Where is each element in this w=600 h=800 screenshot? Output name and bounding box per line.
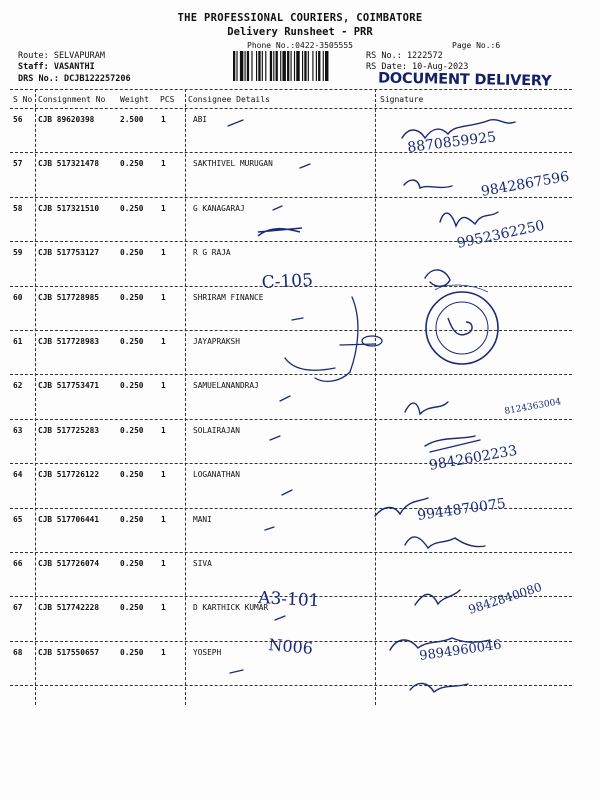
cell-sno: 68 [13,647,23,657]
row-divider [10,197,572,198]
row-divider [10,552,572,553]
page-number: Page No.:6 [452,41,501,50]
cell-sno: 60 [13,292,23,302]
handwritten-phone: 8124363004 [503,397,562,417]
cell-consignee: ABI [193,115,208,124]
cell-consignee: G KANAGARAJ [193,203,245,213]
cell-sno: 67 [13,603,23,613]
cell-consignee: D KARTHICK KUMAR [193,603,269,613]
column-header-consignment: Consignment No [38,95,106,104]
column-header-signature: Signature [380,95,424,104]
cell-consignment-no: CJB 517753127 [38,248,100,258]
cell-consignee: SOLAIRAJAN [193,425,240,435]
handwritten-phone: 9944870075 [416,495,507,524]
cell-pcs: 1 [161,248,166,258]
cell-consignment-no: CJB 517742228 [38,603,100,613]
cell-weight: 0.250 [120,559,144,568]
column-divider [375,89,376,705]
cell-consignee: LOGANATHAN [193,470,240,480]
phone-number: Phone No.:0422-3505555 [247,41,353,50]
document-delivery-stamp: DOCUMENT DELIVERY [377,70,552,90]
row-divider [10,685,572,686]
cell-weight: 2.500 [120,115,144,124]
rs-date: RS Date: 10-Aug-2023 [366,62,469,72]
drs-number: DRS No.: DCJB122257206 [18,74,131,84]
row-divider [10,330,572,331]
column-divider [185,89,186,705]
row-divider [10,463,572,464]
rs-number: RS No.: 1222572 [366,51,443,61]
cell-weight: 0.250 [120,248,144,258]
company-name: THE PROFESSIONAL COURIERS, COIMBATORE [177,12,423,24]
handwritten-phone: 9842840080 [466,579,544,617]
staff-label: Staff: VASANTHI [18,62,95,72]
cell-weight: 0.250 [120,647,144,657]
header-bottom-rule [10,108,572,109]
cell-sno: 61 [13,337,23,346]
row-divider [10,152,572,153]
column-header-sno: S No [13,95,33,104]
handwritten-phone: 8870859925 [406,129,497,156]
cell-sno: 62 [13,381,23,391]
cell-pcs: 1 [161,337,166,346]
cell-pcs: 1 [161,292,166,302]
cell-weight: 0.250 [120,470,144,480]
handwritten-phone: 9894960046 [418,637,503,664]
cell-sno: 63 [13,425,23,435]
barcode [233,51,359,81]
cell-consignment-no: CJB 517725283 [38,425,100,435]
cell-pcs: 1 [161,470,166,480]
cell-weight: 0.250 [120,159,144,169]
cell-weight: 0.250 [120,203,144,213]
cell-consignment-no: CJB 517726122 [38,470,100,480]
cell-weight: 0.250 [120,603,144,613]
cell-pcs: 1 [161,425,166,435]
row-divider [10,374,572,375]
cell-pcs: 1 [161,381,166,391]
handwritten-phone: 9952362250 [455,217,546,252]
row-divider [10,596,572,597]
cell-consignment-no: CJB 89620398 [38,115,95,124]
cell-consignee: MANI [193,514,212,524]
cell-pcs: 1 [161,514,166,524]
cell-consignment-no: CJB 517726074 [38,559,100,568]
cell-consignment-no: CJB 517550657 [38,647,100,657]
cell-sno: 59 [13,248,23,258]
cell-weight: 0.250 [120,337,144,346]
cell-consignee: SAKTHIVEL MURUGAN [193,159,273,169]
cell-weight: 0.250 [120,381,144,391]
cell-consignment-no: CJB 517321510 [38,203,100,213]
column-header-weight: Weight [120,95,149,104]
cell-sno: 66 [13,559,23,568]
cell-consignee: SIVA [193,559,212,568]
cell-consignment-no: CJB 517706441 [38,514,100,524]
cell-pcs: 1 [161,647,166,657]
row-divider [10,419,572,420]
cell-sno: 65 [13,514,23,524]
cell-consignment-no: CJB 517321478 [38,159,100,169]
cell-consignee: SHRIRAM FINANCE [193,292,264,302]
handwritten-note: C-105 [261,270,314,293]
handwritten-phone: 9842867596 [479,168,571,200]
row-divider [10,241,572,242]
cell-consignee: R G RAJA [193,248,231,258]
cell-weight: 0.250 [120,425,144,435]
row-divider [10,286,572,287]
handwritten-note: N006 [267,635,314,658]
handwritten-phone: 9842602233 [427,442,519,474]
cell-consignment-no: CJB 517728985 [38,292,100,302]
table-top-rule [10,89,572,90]
cell-consignment-no: CJB 517753471 [38,381,100,391]
cell-weight: 0.250 [120,514,144,524]
company-seal [426,285,498,364]
cell-pcs: 1 [161,115,166,124]
cell-consignment-no: CJB 517728983 [38,337,100,346]
cell-pcs: 1 [161,159,166,169]
handwritten-note: A3-101 [257,588,320,612]
cell-consignee: SAMUELANANDRAJ [193,381,259,391]
runsheet-title: Delivery Runsheet - PRR [227,26,373,38]
column-header-consignee: Consignee Details [188,95,270,104]
column-divider [35,89,36,705]
cell-sno: 57 [13,159,23,169]
cell-pcs: 1 [161,559,166,568]
cell-pcs: 1 [161,603,166,613]
row-divider [10,508,572,509]
route-label: Route: SELVAPURAM [18,51,105,61]
cell-consignee: YOSEPH [193,647,222,657]
cell-pcs: 1 [161,203,166,213]
cell-sno: 64 [13,470,23,480]
cell-weight: 0.250 [120,292,144,302]
cell-sno: 56 [13,115,23,124]
row-divider [10,641,572,642]
column-header-pcs: PCS [160,95,175,104]
cell-consignee: JAYAPRAKSH [193,337,240,346]
cell-sno: 58 [13,203,23,213]
